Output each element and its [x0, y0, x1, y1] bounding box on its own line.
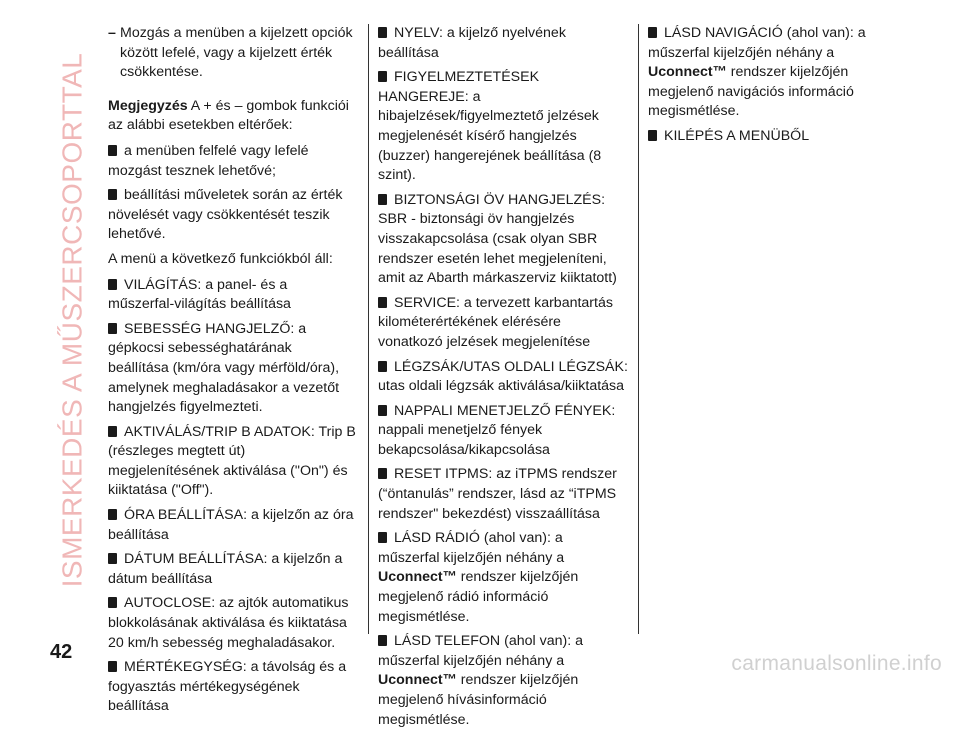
bullet-square-icon — [108, 145, 117, 156]
menu-item: DÁTUM BEÁLLÍTÁSA: a kijelzőn a dátum beállítása — [108, 551, 343, 587]
menu-item: MÉRTÉKEGYSÉG: a távolság és a fogyasztás mértékegységének beállítása — [108, 659, 347, 715]
menu-item-phone: LÁSD TELEFON (ahol van): a műszerfal kijelzőjén néhány a Uconnect™ rendszer kijelzőjén megjelenő hívásinformáció megismétlése. — [378, 633, 583, 728]
bullet-square-icon — [648, 130, 657, 141]
bullet-square-icon — [378, 468, 387, 479]
menu-item: SEBESSÉG HANGJELZŐ: a gépkocsi sebességhatárának beállítása (km/óra vagy mérföld/óra), amelynek meghaladásakor a vezetőt hangjelzés figyelmezteti. — [108, 320, 340, 416]
menu-item: AKTIVÁLÁS/TRIP B ADATOK: Trip B (részleges megtett út) megjelenítésének aktiválása ("On") és kiiktatása ("Off"). — [108, 423, 356, 499]
menu-item-radio: LÁSD RÁDIÓ (ahol van): a műszerfal kijelzőjén néhány a Uconnect™ rendszer kijelzőjén megjelenő rádió információ megismétlése. — [378, 530, 579, 625]
section-title-text: ISMERKEDÉS A MŰSZERCSOPORTTAL — [56, 52, 87, 588]
bullet-square-icon — [108, 189, 117, 200]
menu-item: SERVICE: a tervezett karbantartás kilométerértékének elérésére vonatkozó jelzések megjelenítése — [378, 294, 613, 350]
column-3 — [648, 24, 898, 152]
menu-item: LÉGZSÁK/UTAS OLDALI LÉGZSÁK: utas oldali légzsák aktiválása/kiiktatása — [378, 358, 628, 395]
menu-item: RESET ITPMS: az iTPMS rendszer (“öntanulás” rendszer, lásd az “iTPMS rendszer" bekezdést) visszaállítása — [378, 466, 617, 522]
bullet-square-icon — [378, 405, 387, 416]
bullet-square-icon — [108, 426, 117, 437]
dash-bullet: – — [108, 25, 116, 41]
menu-intro: A menü a következő funkciókból áll: — [108, 250, 333, 267]
menu-item: BIZTONSÁGI ÖV HANGJELZÉS: SBR - biztonsági öv hangjelzés visszakapcsolása (csak olyan SBR rendszer esetén lehet megjeleníteni, amit az Abarth márkaszerviz kiiktatott) — [378, 191, 617, 287]
bullet-square-icon — [378, 635, 387, 646]
menu-item: ÓRA BEÁLLÍTÁSA: a kijelzőn az óra beállítása — [108, 507, 354, 543]
bullet-square-icon — [108, 323, 117, 334]
menu-item: NYELV: a kijelző nyelvének beállítása — [378, 25, 566, 61]
dash-list-item — [108, 24, 356, 83]
menu-item-navigation: LÁSD NAVIGÁCIÓ (ahol van): a műszerfal kijelzőjén néhány a Uconnect™ rendszer kijelzőjén megjelenő navigációs információ megismétlése. — [648, 25, 866, 120]
section-side-title — [52, 40, 92, 600]
bullet-square-icon — [108, 509, 117, 520]
note-text: A + és – gombok funkciói az alábbi esetekben eltérőek: — [108, 97, 349, 134]
menu-item: FIGYELMEZTETÉSEK HANGEREJE: a hibajelzések/figyelmeztető jelzések megjelenését kísérő hangjelzés (buzzer) hangerejének beállítása (8 szint). — [378, 69, 602, 184]
menu-item: AUTOCLOSE: az ajtók automatikus blokkolásának aktiválása és kiiktatása 20 km/h sebesség meghaladásakor. — [108, 595, 349, 651]
column-2 — [378, 24, 628, 735]
column-1 — [108, 24, 356, 722]
bullet-square-icon — [108, 279, 117, 290]
note-item: a menüben felfelé vagy lefelé mozgást tesznek lehetővé; — [108, 142, 309, 179]
note-label: Megjegyzés — [108, 97, 188, 114]
menu-item: VILÁGÍTÁS: a panel- és a műszerfal-világítás beállítása — [108, 276, 291, 313]
column-divider-1 — [368, 24, 369, 634]
bullet-square-icon — [378, 194, 387, 205]
bullet-square-icon — [108, 661, 117, 672]
watermark: carmanualsonline.info — [731, 652, 942, 675]
column-divider-2 — [638, 24, 639, 634]
bullet-square-icon — [378, 361, 387, 372]
bullet-square-icon — [378, 27, 387, 38]
bullet-square-icon — [108, 597, 117, 608]
dash-item-text: Mozgás a menüben a kijelzett opciók között lefelé, vagy a kijelzett érték csökkentése. — [120, 25, 353, 81]
note-item: beállítási műveletek során az érték növelését vagy csökkentését teszik lehetővé. — [108, 187, 343, 243]
bullet-square-icon — [378, 71, 387, 82]
menu-item: NAPPALI MENETJELZŐ FÉNYEK: nappali menetjelző fények bekapcsolása/kikapcsolása — [378, 402, 616, 458]
bullet-square-icon — [378, 532, 387, 543]
page-number: 42 — [50, 641, 73, 663]
bullet-square-icon — [648, 27, 657, 38]
bullet-square-icon — [378, 297, 387, 308]
bullet-square-icon — [108, 553, 117, 564]
note-paragraph — [108, 97, 356, 136]
menu-item-exit: KILÉPÉS A MENÜBŐL — [648, 127, 898, 147]
